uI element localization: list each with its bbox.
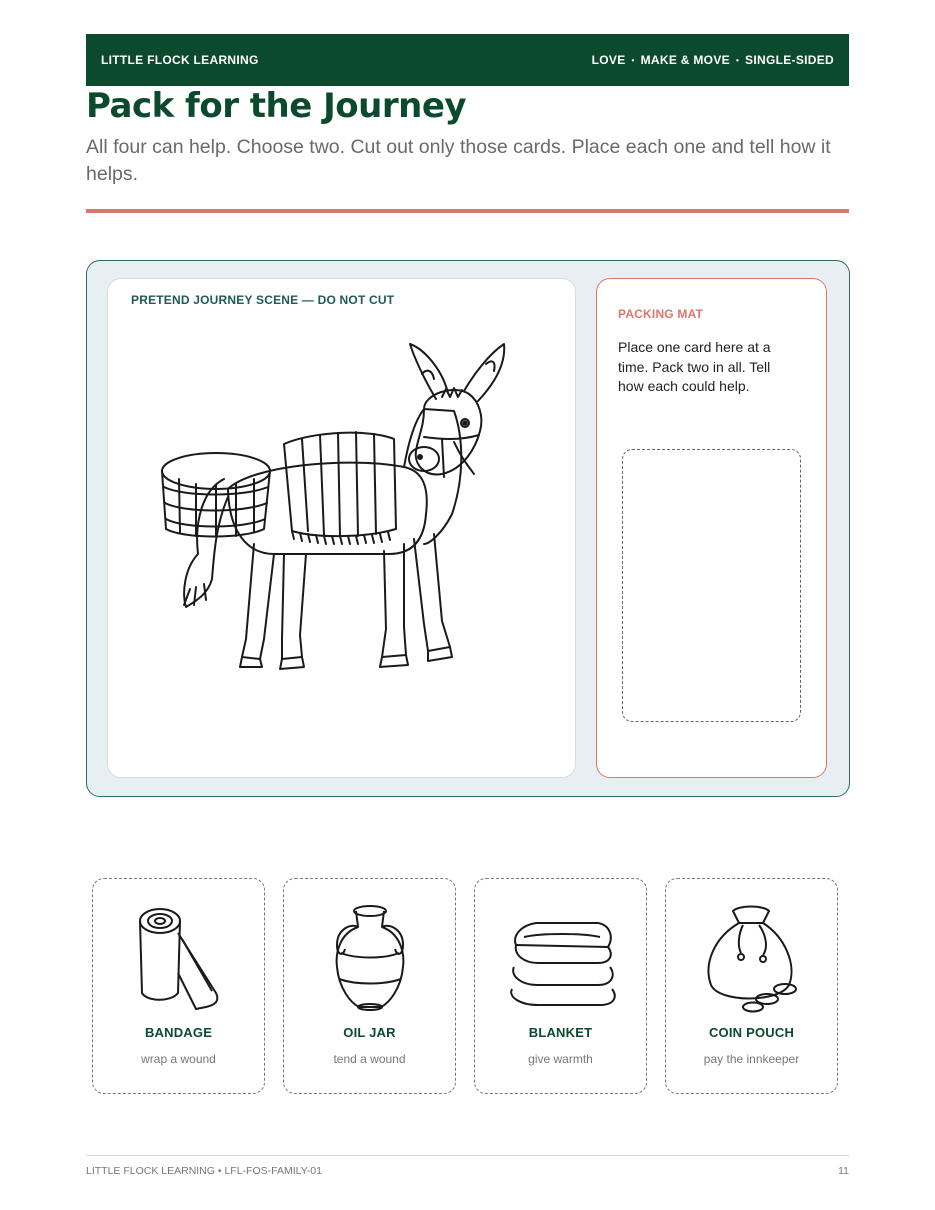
card-drop-zone[interactable] [622,449,801,722]
card-blanket[interactable] [474,878,647,1094]
page-subtitle: All four can help. Choose two. Cut out only those cards. Place each one and tell how it helps. [86,136,831,185]
card-name: OIL JAR [343,1025,396,1040]
card-use: pay the innkeeper [703,1052,800,1066]
coin-pouch-icon [693,893,811,1017]
card-name: BLANKET [528,1025,593,1040]
footer-divider [86,1155,849,1156]
journey-scene-card [107,278,576,778]
card-bandage[interactable] [92,878,265,1094]
oil-jar-icon [311,893,429,1017]
packing-mat-instructions: Place one card here at a time. Pack two in all. Tell how each could help. [618,339,771,394]
packing-mat-label: PACKING MAT [618,307,704,321]
folded-blanket-icon [502,893,620,1017]
footer-doc-id: LITTLE FLOCK LEARNING • LFL-FOS-FAMILY-01 [86,1165,322,1177]
bullet-separator: • [631,55,635,65]
card-use: tend a wound [333,1052,406,1066]
card-use: wrap a wound [141,1052,216,1066]
header-tag: MAKE & MOVE [640,53,730,67]
packing-mat-card [596,278,827,778]
header-bar [86,34,849,86]
header-tags [592,53,834,67]
scene-label: PRETEND JOURNEY SCENE — DO NOT CUT [131,293,395,307]
header-tag: SINGLE-SIDED [745,53,834,67]
card-coin-pouch[interactable] [665,878,838,1094]
scene-panel [86,260,850,797]
bandage-roll-icon [120,893,238,1017]
card-name: COIN POUCH [708,1025,795,1040]
card-use: give warmth [528,1052,593,1066]
card-oil-jar[interactable] [283,878,456,1094]
page-title: Pack for the Journey [86,86,467,126]
header-tag: LOVE [591,53,626,67]
page-number: 11 [838,1165,849,1177]
card-name: BANDAGE [144,1025,213,1040]
brand-name: LITTLE FLOCK LEARNING [101,53,259,67]
cutout-cards-row [92,878,839,1094]
title-divider [86,209,849,213]
donkey-illustration [124,339,560,699]
bullet-separator: • [735,55,740,65]
